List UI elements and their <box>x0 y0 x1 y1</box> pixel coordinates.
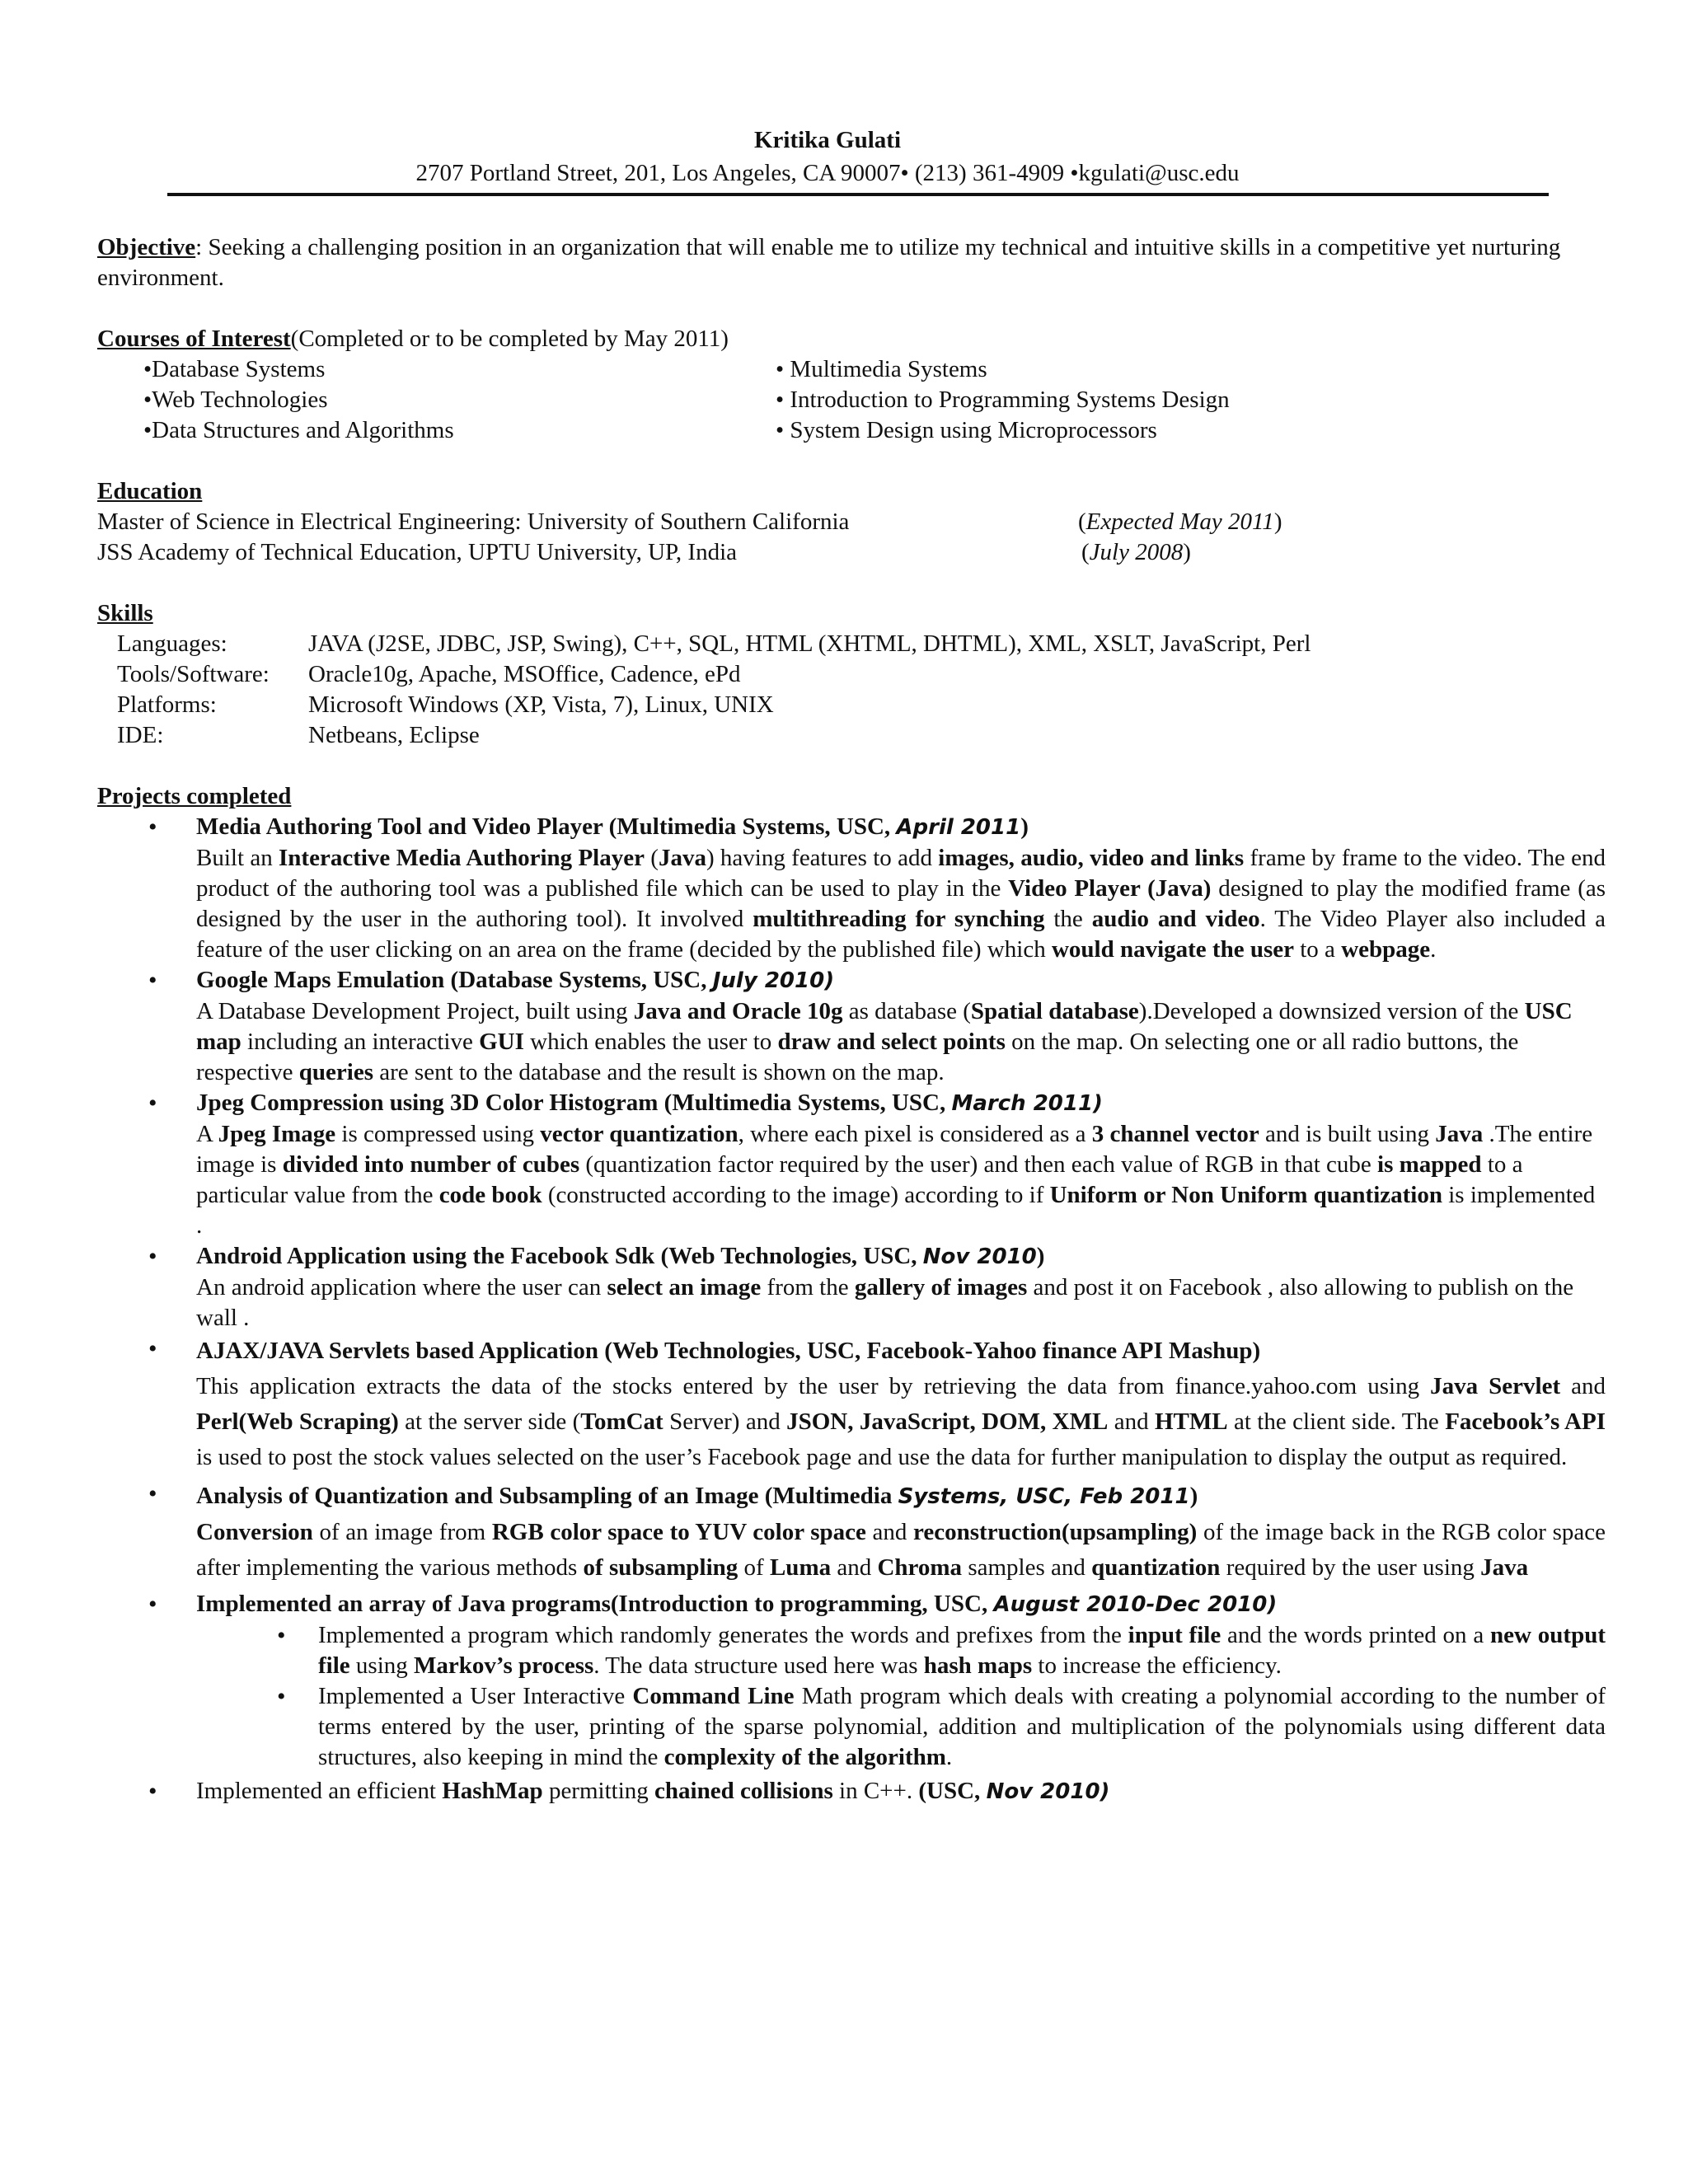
skill-key: Tools/Software: <box>117 661 270 687</box>
project-title: • Implemented an array of Java programs(Introduction to programming, USC, August 2010-Dec 2010) <box>196 1591 1278 1617</box>
courses-list <box>97 354 1606 446</box>
project-item <box>97 1479 1606 1586</box>
project-item <box>97 812 1606 965</box>
objective-section <box>97 232 1606 293</box>
education-school: JSS Academy of Technical Education, UPTU University, UP, India <box>97 539 738 565</box>
project-description: Conversion of an image from RGB color space to YUV color space and reconstruction(upsampling) of the image back in the RGB color space after implementing the various methods of subsampling of Luma and Chroma samples and quantization required by the user using Java <box>196 1519 1606 1581</box>
project-title: • Media Authoring Tool and Video Player (Multimedia Systems, USC, April 2011) <box>196 813 1029 840</box>
project-item <box>97 1333 1606 1475</box>
skill-value: Netbeans, Eclipse <box>308 722 480 748</box>
resume-page <box>97 124 1606 1807</box>
skills-heading: Skills <box>97 600 153 626</box>
skill-key: IDE: <box>117 722 164 748</box>
education-row: Master of Science in Electrical Engineering: University of Southern California (Expected May 2011) <box>97 507 1606 537</box>
education-heading: Education <box>97 478 203 504</box>
project-title: • Android Application using the Facebook Sdk (Web Technologies, USC, Nov 2010) <box>196 1243 1045 1269</box>
course-item: • Multimedia Systems <box>776 356 987 382</box>
project-title: • Analysis of Quantization and Subsampling of an Image (Multimedia Systems, USC, Feb 2011) <box>196 1483 1198 1509</box>
project-title: • AJAX/JAVA Servlets based Application (Web Technologies, USC, Facebook-Yahoo finance API Mashup) <box>196 1338 1261 1364</box>
project-description: A Database Development Project, built using Java and Oracle 10g as database (Spatial database).Developed a downsized version of the USC map including an interactive GUI which enables the user to draw and select points on the map. On selecting one or all radio buttons, the respective queries are sent to the database and the result is shown on the map. <box>196 998 1573 1085</box>
skill-key: Platforms: <box>117 691 217 718</box>
courses-note: (Completed or to be completed by May 2011) <box>290 326 729 352</box>
skill-key: Languages: <box>117 630 227 657</box>
project-description: • Implemented an efficient HashMap permitting chained collisions in C++. (USC, Nov 2010) <box>196 1778 1110 1804</box>
project-date: Nov 2010) <box>986 1779 1110 1804</box>
course-item: •Data Structures and Algorithms <box>143 417 454 443</box>
subproject-item: • Implemented a program which randomly generates the words and prefixes from the input file and the words printed on a new output file using Markov’s process. The data structure used here was hash maps to increase the efficiency. <box>196 1620 1606 1681</box>
courses-heading: Courses of Interest <box>97 326 291 352</box>
skill-row <box>117 629 1606 659</box>
courses-section <box>97 324 1606 446</box>
project-date: Nov 2010 <box>922 1244 1037 1269</box>
project-date: March 2011) <box>951 1091 1103 1116</box>
subproject-item: • Implemented a User Interactive Command Line Math program which deals with creating a polynomial according to the number of terms entered by the user, printing of the sparse polynomial, addition and multiplication of the polynomials using different data structures, also keeping in mind the complexity of the algorithm. <box>196 1681 1606 1773</box>
objective-heading: Objective <box>97 234 196 260</box>
skill-row <box>117 720 1606 751</box>
project-date: July 2010) <box>712 968 835 993</box>
project-item <box>97 1088 1606 1241</box>
skill-row <box>117 690 1606 720</box>
objective-text: : Seeking a challenging position in an organization that will enable me to utilize my technical and intuitive skills in a competitive yet nurturing environment. <box>97 234 1561 291</box>
skill-value: JAVA (J2SE, JDBC, JSP, Swing), C++, SQL, HTML (XHTML, DHTML), XML, XSLT, JavaScript, Perl <box>308 630 1311 657</box>
project-date: Systems, USC, Feb 2011 <box>898 1484 1190 1509</box>
project-title: • Google Maps Emulation (Database Systems, USC, July 2010) <box>196 967 835 993</box>
project-title: • Jpeg Compression using 3D Color Histogram (Multimedia Systems, USC, March 2011) <box>196 1090 1103 1116</box>
contact-line: 2707 Portland Street, 201, Los Angeles, CA 90007• (213) 361-4909 •kgulati@usc.edu <box>415 160 1240 186</box>
projects-section <box>97 781 1606 1807</box>
skills-section <box>97 598 1606 751</box>
course-item: •Web Technologies <box>143 387 328 413</box>
project-date: April 2011 <box>896 815 1021 840</box>
project-item <box>97 1776 1606 1807</box>
project-date: August 2010-Dec 2010) <box>993 1592 1278 1617</box>
skill-value: Oracle10g, Apache, MSOffice, Cadence, ePd <box>308 661 741 687</box>
project-description: Built an Interactive Media Authoring Player (Java) having features to add images, audio, video and links frame by frame to the video. The end product of the authoring tool was a published file which can be used to play in the Video Player (Java) designed to play the modified frame (as designed by the user in the authoring tool). It involved multithreading for synching the audio and video. The Video Player also included a feature of the user clicking on an area on the frame (decided by the published file) which would navigate the user to a webpage. <box>196 845 1606 963</box>
skill-value: Microsoft Windows (XP, Vista, 7), Linux, UNIX <box>308 691 774 718</box>
course-item: • System Design using Microprocessors <box>776 417 1157 443</box>
education-date: July 2008 <box>1089 539 1184 565</box>
education-date: Expected May 2011 <box>1085 509 1274 535</box>
project-description: An android application where the user can select an image from the gallery of images and post it on Facebook , also allowing to publish on the wall . <box>196 1274 1574 1331</box>
education-row: JSS Academy of Technical Education, UPTU University, UP, India (July 2008) <box>97 537 1606 568</box>
candidate-name: Kritika Gulati <box>753 127 902 153</box>
course-item: •Database Systems <box>143 356 326 382</box>
education-section <box>97 476 1606 568</box>
project-item <box>97 1241 1606 1333</box>
projects-heading: Projects completed <box>97 783 292 809</box>
project-description: This application extracts the data of the stocks entered by the user by retrieving the data from finance.yahoo.com using Java Servlet and Perl(Web Scraping) at the server side (TomCat Server) and JSON, JavaScript, DOM, XML and HTML at the client side. The Facebook’s API is used to post the stock values selected on the user’s Facebook page and use the data for further manipulation to display the output as required. <box>196 1373 1606 1470</box>
project-item <box>97 965 1606 1088</box>
project-item <box>97 1589 1606 1620</box>
project-description: A Jpeg Image is compressed using vector quantization, where each pixel is considered as a 3 channel vector and is built using Java .The entire image is divided into number of cubes (quantization factor required by the user) and then each value of RGB in that cube is mapped to a particular value from the code book (constructed according to the image) according to if Uniform or Non Uniform quantization is implemented . <box>196 1121 1596 1239</box>
skill-row <box>117 659 1606 690</box>
education-school: Master of Science in Electrical Engineering: University of Southern California <box>97 509 850 535</box>
course-item: • Introduction to Programming Systems Design <box>776 387 1230 413</box>
